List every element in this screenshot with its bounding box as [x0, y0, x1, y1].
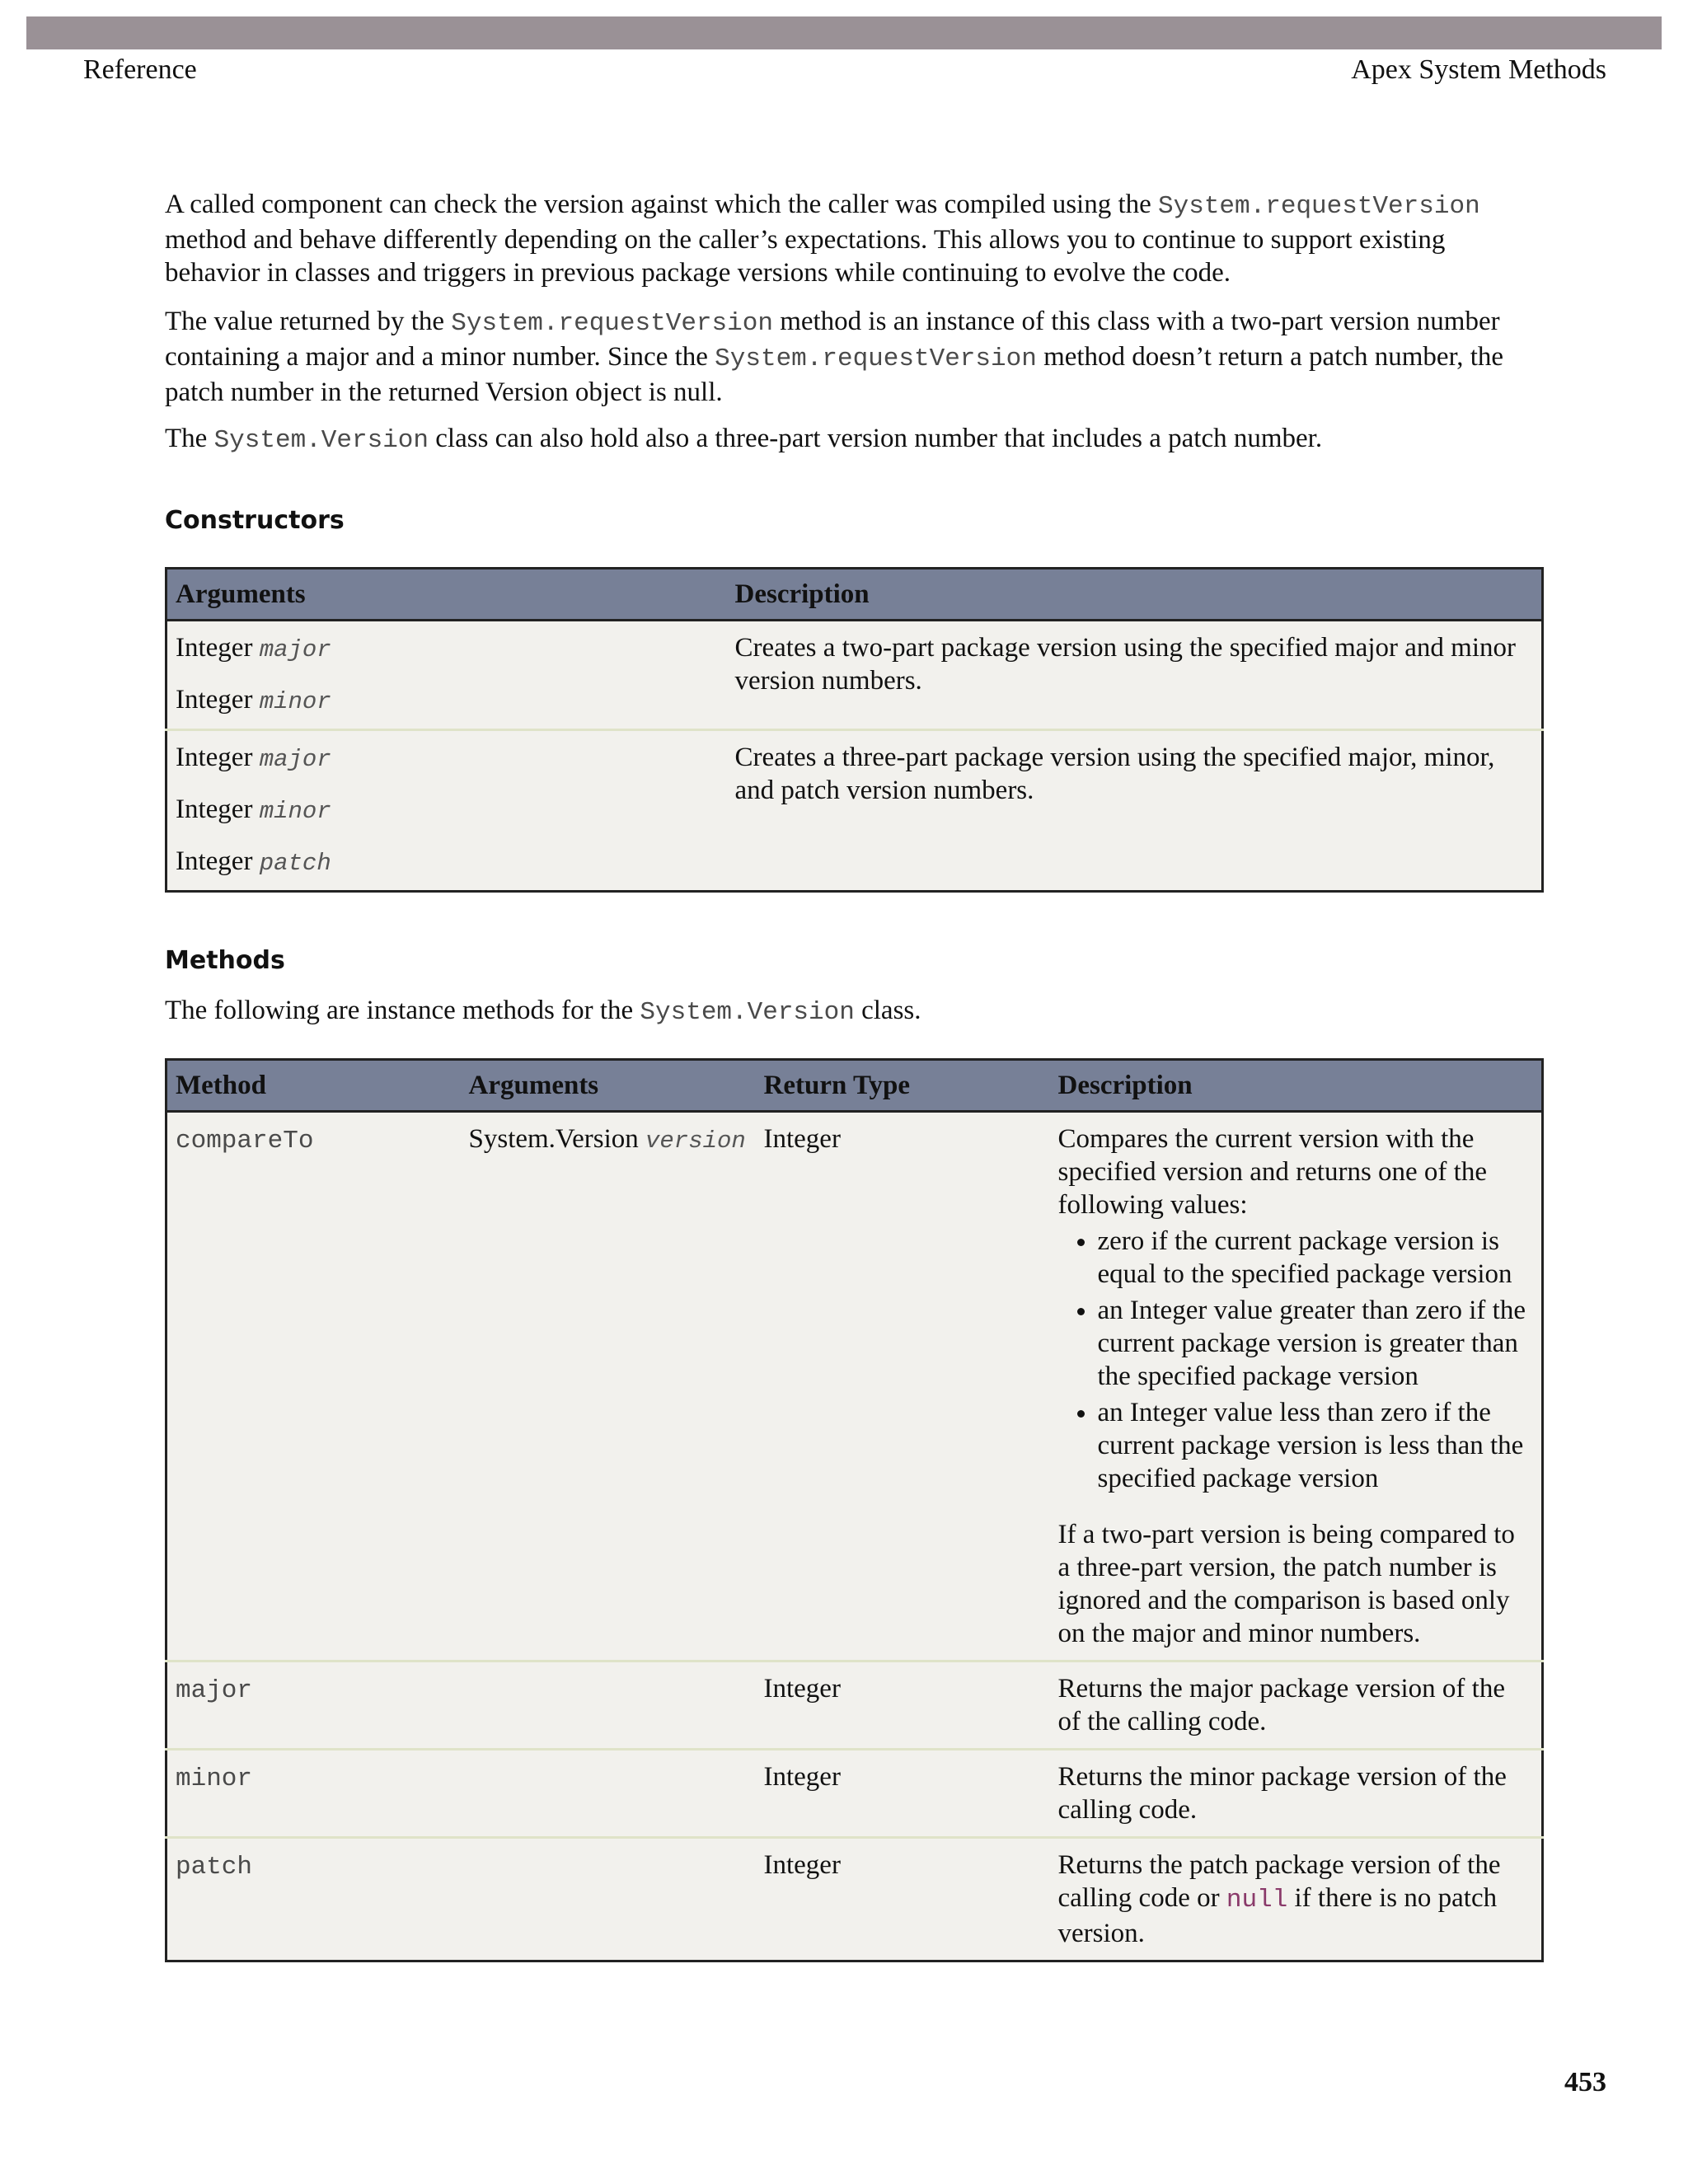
method-arguments [461, 1838, 756, 1961]
page-number: 453 [1564, 2067, 1606, 2097]
constructor-description: Creates a three-part package version using the specified major, minor, and patch version numbers. [727, 730, 1543, 892]
method-description: Returns the patch package version of the calling code or null if there is no patch version. [1050, 1838, 1543, 1961]
constructor-arguments [166, 621, 727, 730]
comparison-note: If a two-part version is being compared to a three-part version, the patch number is ignored and the comparison is based only on the major and minor numbers. [1057, 1520, 1515, 1648]
constructor-arguments [166, 730, 727, 892]
methods-heading: Methods [165, 946, 285, 975]
constructors-table [165, 567, 1544, 893]
header-bar [26, 16, 1662, 49]
table-row [166, 1112, 1543, 1661]
constructors-heading: Constructors [165, 506, 345, 535]
method-name: compareTo [166, 1112, 461, 1661]
intro-paragraph-2: The value returned by the System.requestVersion method is an instance of this class with a two-part version number containing a major and a minor number. Since the System.requestVersion method doesn’t return a patch number, the patch number in the returned Version object is null. [165, 307, 1504, 407]
table-row [166, 1838, 1543, 1961]
inline-code: System.requestVersion [1158, 192, 1480, 221]
intro-paragraph-1: A called component can check the version against which the caller was compiled using the System.requestVersion method and behave differently depending on the caller’s expectations. This allows you to continue to support existing behavior in classes and triggers in previous package versions while continuing to evolve the code. [165, 190, 1480, 288]
argument: Integer major [176, 743, 331, 773]
method-arguments [461, 1750, 756, 1838]
argument: Integer patch [176, 846, 331, 877]
argument: Integer minor [176, 794, 331, 825]
table-row [166, 730, 1543, 892]
method-arguments [461, 1661, 756, 1750]
list-item: • an Integer value greater than zero if the current package version is greater than the specified package version [1098, 1294, 1534, 1393]
table-row [166, 1750, 1543, 1838]
column-header-arguments: Arguments [166, 569, 727, 621]
inline-code: null [1226, 1886, 1288, 1915]
inline-code: System.Version [640, 998, 855, 1027]
header-chapter-title: Apex System Methods [1351, 54, 1606, 85]
table-header-row [166, 1060, 1543, 1112]
column-header-arguments: Arguments [461, 1060, 756, 1112]
return-values-list [1058, 1225, 1534, 1495]
methods-table [165, 1058, 1544, 1962]
inline-code: System.Version [213, 426, 429, 455]
column-header-return-type: Return Type [756, 1060, 1050, 1112]
intro-paragraph-3: The System.Version class can also hold also a three-part version number that includes a patch number. [165, 424, 1323, 455]
table-row [166, 621, 1543, 730]
inline-code: System.requestVersion [715, 344, 1037, 373]
column-header-description: Description [727, 569, 1543, 621]
list-item: • an Integer value less than zero if the current package version is less than the specified package version [1098, 1396, 1534, 1495]
argument: Integer major [176, 633, 331, 663]
column-header-method: Method [166, 1060, 461, 1112]
method-description: Returns the major package version of the of the calling code. [1050, 1661, 1543, 1750]
method-return-type: Integer [756, 1750, 1050, 1838]
column-header-description: Description [1050, 1060, 1543, 1112]
header-section-title: Reference [83, 54, 197, 85]
inline-code: System.requestVersion [451, 309, 773, 338]
method-return-type: Integer [756, 1112, 1050, 1661]
list-item: • zero if the current package version is equal to the specified package version [1098, 1225, 1534, 1291]
method-name: major [166, 1661, 461, 1750]
method-return-type: Integer [756, 1661, 1050, 1750]
method-return-type: Integer [756, 1838, 1050, 1961]
method-description: Compares the current version with the specified version and returns one of the following values: • zero if the current package version is equal to the specified package version • an Integer value greater than zero if the current package version is greater than the specified package version • an Integer value less than zero if the current package version is less than the specified package version If a two-part version is being compared to a three-part version, the patch number is ignored and the comparison is based only on the major and minor numbers. [1050, 1112, 1543, 1661]
table-header-row [166, 569, 1543, 621]
method-arguments: System.Version version [461, 1112, 756, 1661]
constructor-description: Creates a two-part package version using the specified major and minor version numbers. [727, 621, 1543, 730]
method-description: Returns the minor package version of the calling code. [1050, 1750, 1543, 1838]
method-name: patch [166, 1838, 461, 1961]
table-row [166, 1661, 1543, 1750]
method-name: minor [166, 1750, 461, 1838]
methods-intro: The following are instance methods for the System.Version class. [165, 996, 921, 1027]
argument: Integer minor [176, 685, 331, 715]
